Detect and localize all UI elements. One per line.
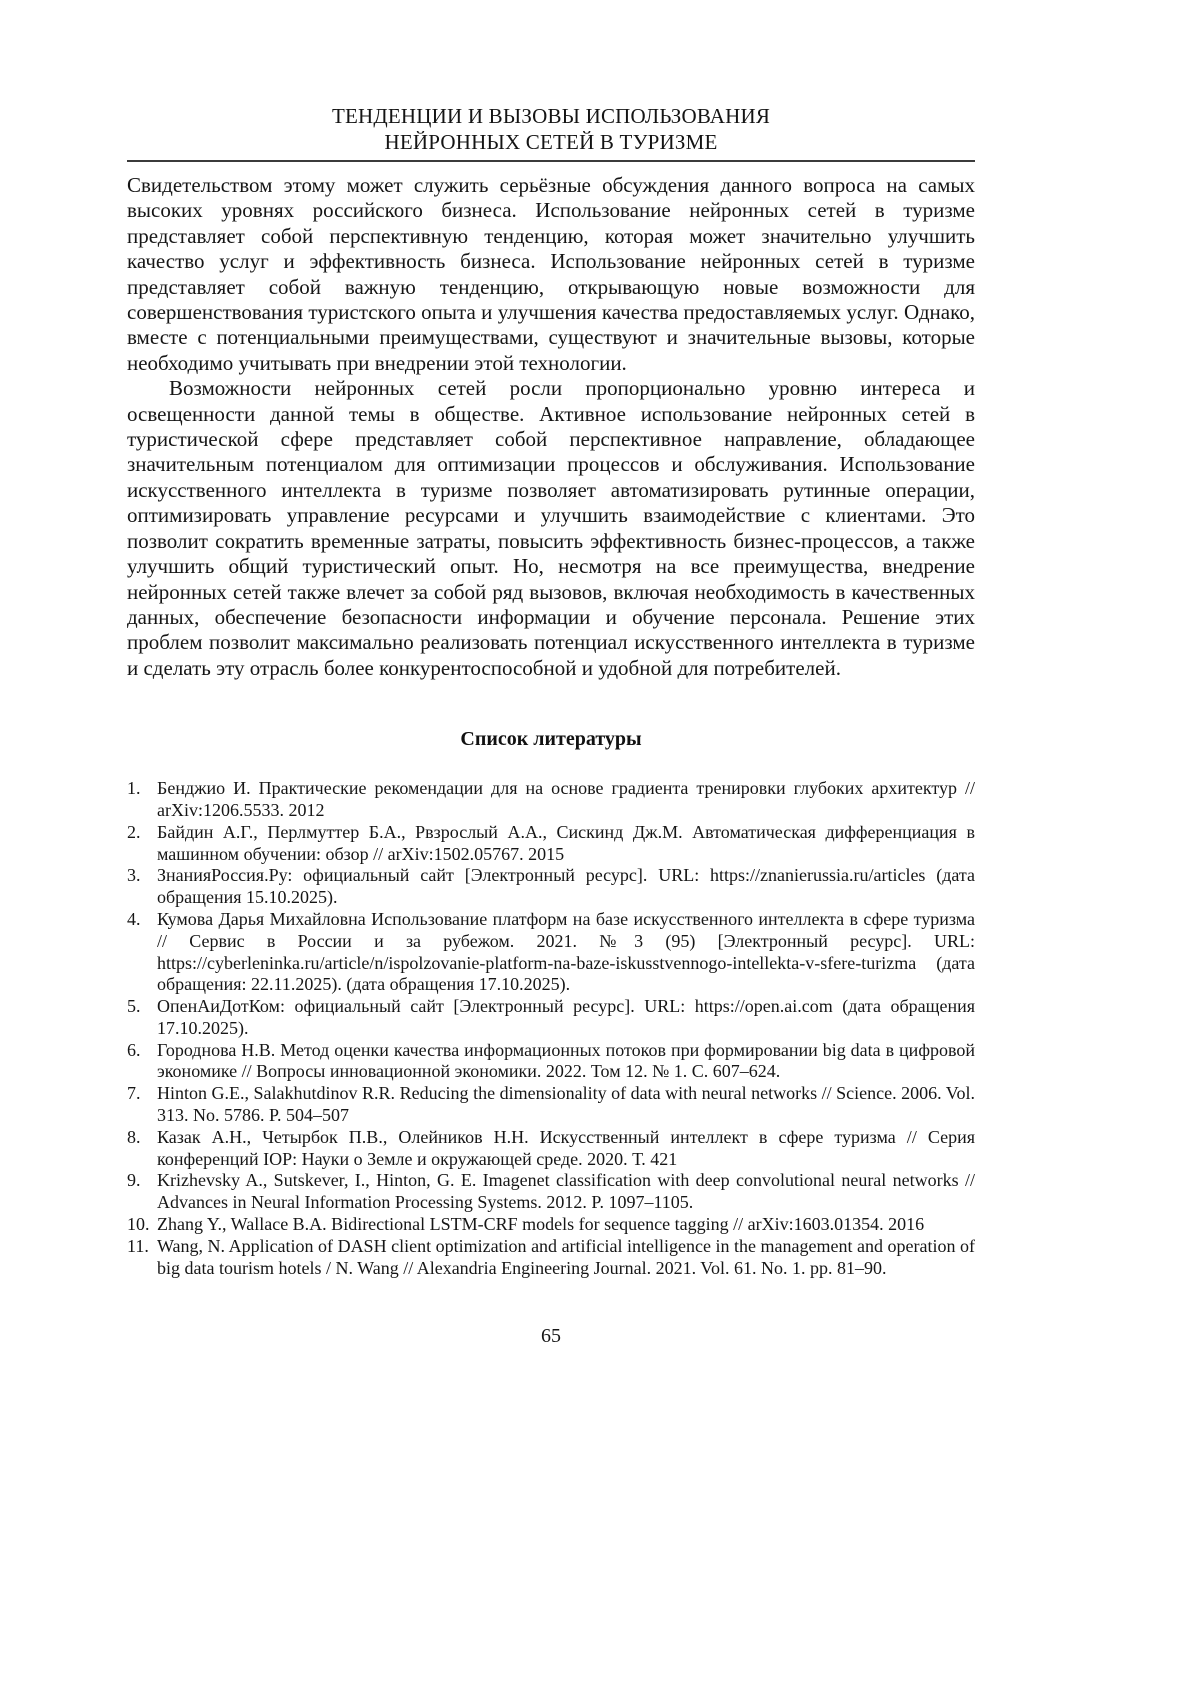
reference-number: 11. [127,1235,149,1256]
title-divider [127,160,975,162]
reference-number: 10. [127,1214,150,1235]
reference-text: ЗнанияРоссия.Ру: официальный сайт [Электронный ресурс]. URL: https://znanierussia.ru/articles (дата обращения 15.10.2025). [157,865,975,908]
reference-number: 6. [127,1039,141,1060]
reference-text: Krizhevsky A., Sutskever, I., Hinton, G. E. Imagenet classification with deep convolutional neural networks // Advances in Neural Information Processing Systems. 2012. P. 1097–1105. [157,1170,975,1213]
text-column [127,0,975,1348]
reference-item [127,1214,975,1236]
paragraph: Свидетельством этому может служить серьёзные обсуждения данного вопроса на самых высоких уровнях российского бизнеса. Использование нейронных сетей в туризме представляет собой перспективную тенденцию, которая может значительно улучшить качество услуг и эффективность бизнеса. Использование нейронных сетей в туризме представляет собой важную тенденцию, открывающую новые возможности для совершенствования туристского опыта и улучшения качества предоставляемых услуг. Однако, вместе с потенциальными преимуществами, существуют и значительные вызовы, которые необходимо учитывать при внедрении этой технологии. [127,173,975,375]
page-title-line-2: НЕЙРОННЫХ СЕТЕЙ В ТУРИЗМЕ [384,129,718,154]
reference-item [127,1083,975,1127]
reference-number: 3. [127,865,141,886]
reference-number: 5. [127,996,141,1017]
reference-item [127,1236,975,1280]
reference-number: 7. [127,1083,141,1104]
reference-number: 4. [127,908,141,929]
reference-text: Казак А.Н., Четырбок П.В., Олейников Н.Н. Искусственный интеллект в сфере туризма // Серия конференций IOP: Науки о Земле и окружающей среде. 2020. Т. 421 [157,1126,975,1169]
reference-item [127,909,975,996]
reference-text: Кумова Дарья Михайловна Использование платформ на базе искусственного интеллекта в сфере туризма // Сервис в России и за рубежом. 2021. №3 (95) [Электронный ресурс]. URL: https://cyberleninka.ru/article/n/ispolzovanie-platform-na-baze-iskusstvennogo-intellekta-v-sfere-turizma (дата обращения: 22.11.2025). (дата обращения 17.10.2025). [157,908,975,995]
article-body [127,173,975,681]
paragraph: Возможности нейронных сетей росли пропорционально уровню интереса и освещенности данной темы в обществе. Активное использование нейронных сетей в туристической сфере представляет собой перспективное направление, обладающее значительным потенциалом для оптимизации процессов и обслуживания. Использование искусственного интеллекта в туризме позволяет автоматизировать рутинные операции, оптимизировать управление ресурсами и улучшить взаимодействие с клиентами. Это позволит сократить временные затраты, повысить эффективность бизнес-процессов, а также улучшить общий туристический опыт. Но, несмотря на все преимущества, внедрение нейронных сетей также влечет за собой ряд вызовов, включая необходимость в качественных данных, обеспечение безопасности информации и обучение персонала. Решение этих проблем позволит максимально реализовать потенциал искусственного интеллекта в туризме и сделать эту отрасль более конкурентоспособной и удобной для потребителей. [127,376,975,680]
reference-text: Zhang Y., Wallace B.A. Bidirectional LSTM-CRF models for sequence tagging // arXiv:1603.01354. 2016 [157,1214,925,1235]
reference-item [127,778,975,822]
reference-text: Бенджио И. Практические рекомендации для на основе градиента тренировки глубоких архитектур // arXiv:1206.5533. 2012 [157,778,975,820]
reference-number: 2. [127,821,141,842]
reference-item [127,1040,975,1084]
page-title [127,104,975,155]
reference-text: Байдин А.Г., Перлмуттер Б.А., Рвзрослый А.А., Сискинд Дж.М. Автоматическая дифференциация в машинном обучении: обзор // arXiv:1502.05767. 2015 [157,821,975,864]
reference-item [127,865,975,909]
references-list [127,778,975,1279]
page-number: 65 [541,1325,561,1348]
reference-text: ОпенАиДотКом: официальный сайт [Электронный ресурс]. URL: https://open.ai.com (дата обращения 17.10.2025). [157,996,975,1038]
page-title-line-1: ТЕНДЕНЦИИ И ВЫЗОВЫ ИСПОЛЬЗОВАНИЯ [331,104,771,128]
reference-item [127,822,975,866]
reference-number: 8. [127,1126,141,1147]
reference-item [127,996,975,1040]
reference-text: Hinton G.E., Salakhutdinov R.R. Reducing the dimensionality of data with neural networks // Science. 2006. Vol. 313. No. 5786. P. 504–507 [157,1083,975,1126]
reference-item [127,1127,975,1171]
reference-number: 9. [127,1170,141,1191]
references-heading: Список литературы [460,728,642,751]
reference-text: Wang, N. Application of DASH client optimization and artificial intelligence in the management and operation of big data tourism hotels / N. Wang // Alexandria Engineering Journal. 2021. Vol. 61. No. 1. pp. 81–90. [157,1235,975,1278]
reference-number: 1. [127,778,141,799]
reference-item [127,1170,975,1214]
reference-text: Городнова Н.В. Метод оценки качества информационных потоков при формировании big data в цифровой экономике // Вопросы инновационной экономики. 2022. Том 12. № 1. С. 607–624. [157,1039,975,1082]
